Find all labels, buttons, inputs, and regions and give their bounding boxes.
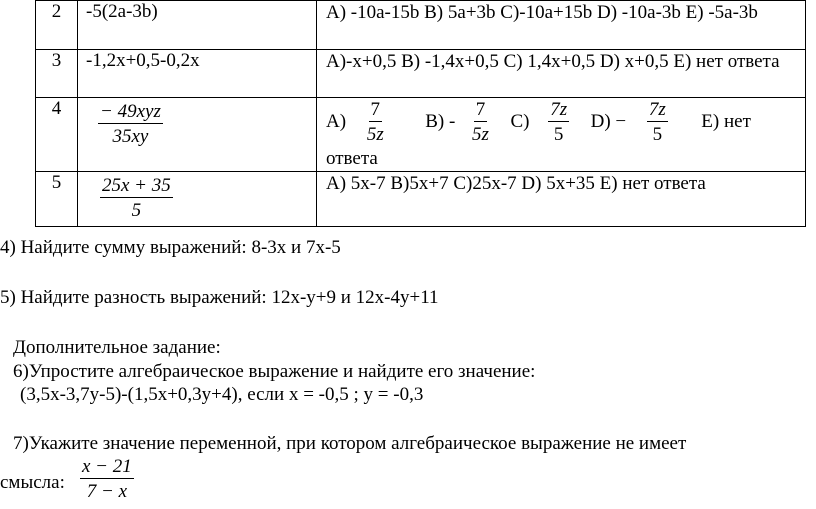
table-row [36,98,806,172]
numerator: 7 [370,99,381,120]
denominator: 5 [652,124,663,145]
option-d-label: D) − [590,110,627,132]
table-row [36,50,806,98]
fraction [98,100,163,149]
numerator: 7 [475,99,486,120]
row-number: 5 [36,172,78,227]
option-a-label: A) [326,110,347,132]
denominator: 5z [472,124,489,145]
denominator: 5 [131,200,142,221]
row-answers: A) -10a-15b B) 5a+3b C)-10a+15b D) -10a-3b E) -5a-3b [317,1,806,50]
row-number: 3 [36,50,78,98]
row-answers: A)-x+0,5 B) -1,4x+0,5 C) 1,4x+0,5 D) x+0,5 E) нет ответа [317,50,806,98]
task-7-fraction [80,455,134,504]
row-expression: -1,2x+0,5-0,2x [78,50,317,98]
row-answers: A) 5x-7 B)5x+7 C)25x-7 D) 5x+35 E) нет ответа [317,172,806,227]
denominator: 5z [366,124,384,145]
denominator: 35xy [112,126,149,147]
option-a-fraction [365,98,386,147]
option-c-fraction [548,98,569,147]
task-7-text: 7)Укажите значение переменной, при котором алгебраическое выражение не имеет [13,433,687,454]
row-answers [317,98,806,172]
numerator: − 49xyz [100,101,161,122]
task-6-text: 6)Упростите алгебраическое выражение и найдите его значение: [13,361,536,382]
numerator: 25x + 35 [102,175,171,196]
numerator: 7z [550,99,568,120]
denominator: 5 [553,124,564,145]
task-4: 4) Найдите сумму выражений: 8-3х и 7х-5 [0,237,341,258]
row-expression: -5(2a-3b) [78,1,317,50]
numerator: 7z [648,99,666,120]
extra-task-title: Дополнительное задание: [13,337,221,358]
table-row [36,1,806,50]
task-5: 5) Найдите разность выражений: 12х-у+9 и 12х-4у+11 [0,287,439,308]
answers-table [35,0,806,227]
fraction [100,174,173,223]
numerator: x − 21 [82,456,132,477]
option-d-fraction [647,98,668,147]
task-7-label: смысла: [0,472,65,493]
option-c-label: C) [510,110,530,132]
denominator: 7 − x [86,481,128,502]
row-number: 4 [36,98,78,172]
option-b-label: B) - [425,110,456,132]
task-6-expression: (3,5х-3,7у-5)-(1,5х+0,3у+4), если х = -0,5 ; у = -0,3 [20,384,424,405]
row-expression [78,98,317,172]
row-expression [78,172,317,227]
option-b-fraction [470,98,491,147]
option-e-label: E) нет ответа [326,110,751,169]
row-number: 2 [36,1,78,50]
table-row [36,172,806,227]
